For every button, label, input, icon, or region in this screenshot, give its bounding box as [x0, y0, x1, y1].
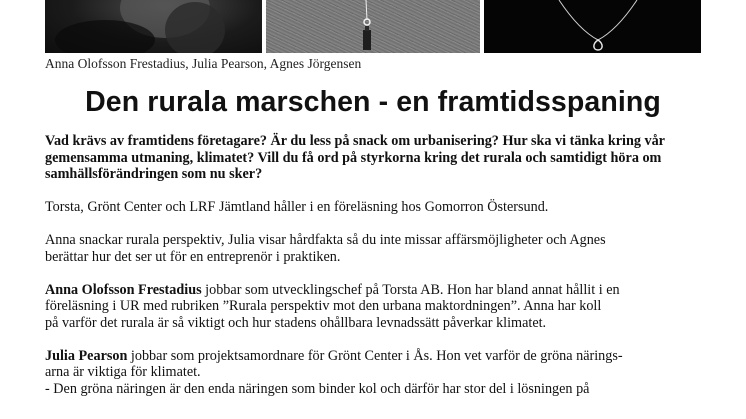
- lead-line: samhällsförändringen som nu sker?: [45, 166, 263, 182]
- bio-julia-paragraph: [45, 348, 705, 398]
- header-photo-strip: [45, 0, 701, 53]
- lead-line: gemensamma utmaning, klimatet? Vill du få ord på styrkorna kring det rurala och samtidigt höra om: [45, 149, 662, 166]
- landscape-photo: [266, 0, 480, 53]
- page-title: Den rurala marschen - en framtidsspaning: [85, 86, 661, 118]
- event-line: Torsta, Grönt Center och LRF Jämtland håller i en föreläsning hos Gomorron Östersund.: [45, 199, 549, 215]
- necklace-photo: [484, 0, 701, 53]
- roles-paragraph: [45, 232, 705, 265]
- article-body: [45, 133, 705, 414]
- bio-anna-line: på varför det rurala är så viktigt och hur stadens ohållbara levnadssätt påverkar klimatet.: [45, 314, 547, 331]
- bio-julia-name: Julia Pearson: [45, 347, 128, 364]
- event-paragraph: [45, 199, 705, 216]
- bio-anna-text: jobbar som utvecklingschef på Torsta AB. Hon har bland annat hållit i en: [201, 281, 620, 298]
- portrait-photo: [45, 0, 262, 53]
- roles-line: Anna snackar rurala perspektiv, Julia visar hårdfakta så du inte missar affärsmöjligheter och Agnes: [45, 232, 606, 248]
- bio-julia-text: jobbar som projektsamordnare för Grönt Center i Ås. Hon vet varför de gröna närings-: [127, 347, 623, 364]
- roles-line: berättar hur det ser ut för en entreprenör i praktiken.: [45, 248, 341, 265]
- lead-paragraph: [45, 133, 705, 183]
- bio-julia-line: arna är viktiga för klimatet.: [45, 364, 201, 380]
- bio-anna-paragraph: [45, 282, 705, 332]
- bio-julia-line: - Den gröna näringen är den enda näringen som binder kol och därför har stor del i lösningen på: [45, 380, 590, 397]
- bio-anna-line: [45, 282, 705, 299]
- photo-caption: Anna Olofsson Frestadius, Julia Pearson, Agnes Jörgensen: [45, 56, 362, 71]
- bio-anna-name: Anna Olofsson Frestadius: [45, 281, 202, 298]
- bio-anna-line: föreläsning i UR med rubriken ”Rurala perspektiv mot den urbana maktordningen”. Anna har koll: [45, 298, 602, 314]
- bio-julia-line: [45, 348, 705, 365]
- lead-line: Vad krävs av framtidens företagare? Är du less på snack om urbanisering? Hur ska vi tänka kring vår: [45, 133, 665, 149]
